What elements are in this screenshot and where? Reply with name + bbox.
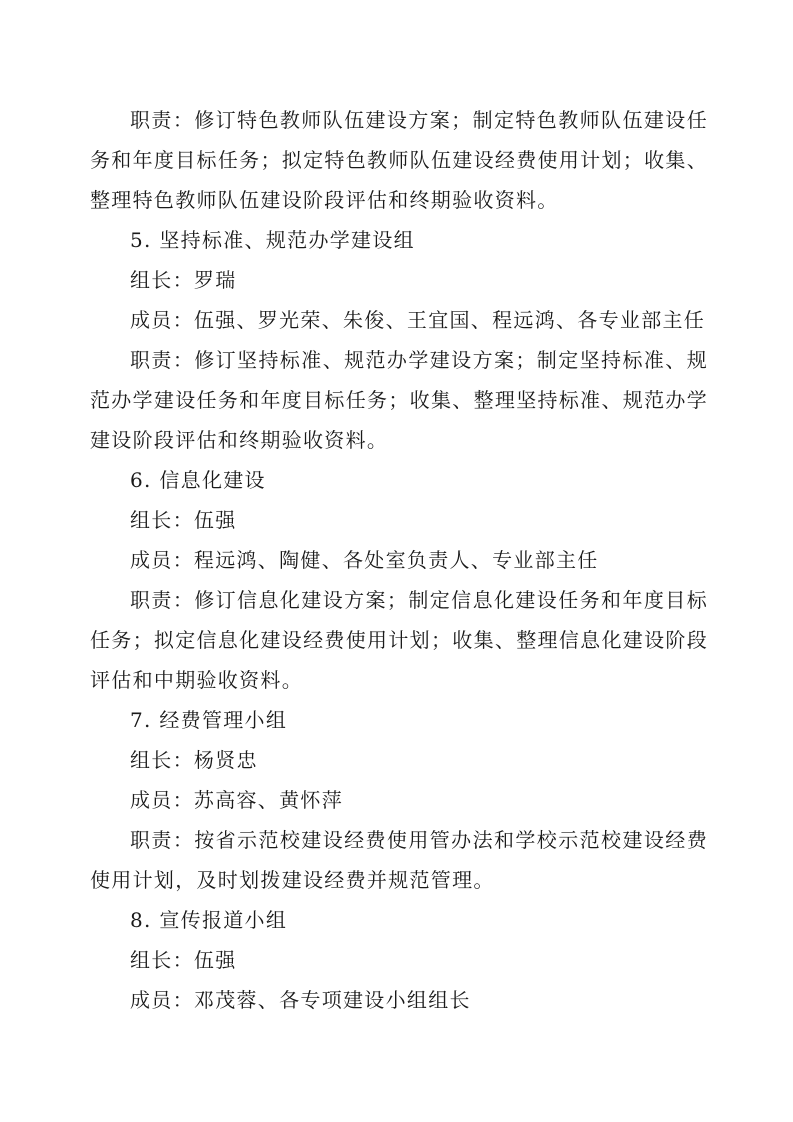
section-7-duty-line-2: 使用计划，及时划拨建设经费并规范管理。: [90, 868, 495, 892]
document-page: [90, 100, 708, 1020]
section-5-heading: 5. 坚持标准、规范办学建设组: [130, 228, 415, 252]
section-7-members: 成员：苏高容、黄怀萍: [130, 788, 343, 812]
section-5-leader: 组长：罗瑞: [130, 268, 237, 292]
section-7-heading: 7. 经费管理小组: [130, 708, 288, 732]
section-6-leader: 组长：伍强: [130, 508, 237, 532]
section-6-heading: 6. 信息化建设: [130, 468, 266, 492]
duty-teacher-team-line-1: 职责：修订特色教师队伍建设方案；制定特色教师队伍建设任: [130, 108, 708, 132]
section-7-leader: 组长：杨贤忠: [130, 748, 258, 772]
duty-teacher-team-line-3: 整理特色教师队伍建设阶段评估和终期验收资料。: [90, 188, 559, 212]
section-5-members: 成员：伍强、罗光荣、朱俊、王宜国、程远鸿、各专业部主任: [130, 308, 706, 332]
section-5-duty-line-1: 职责：修订坚持标准、规范办学建设方案；制定坚持标准、规: [130, 348, 708, 372]
section-5-duty-line-3: 建设阶段评估和终期验收资料。: [90, 428, 389, 452]
section-8-leader: 组长：伍强: [130, 948, 237, 972]
section-8-members: 成员：邓茂蓉、各专项建设小组组长: [130, 988, 471, 1012]
section-6-duty-line-3: 评估和中期验收资料。: [90, 668, 303, 692]
section-6-duty-line-1: 职责：修订信息化建设方案；制定信息化建设任务和年度目标: [130, 588, 708, 612]
duty-teacher-team-line-2: 务和年度目标任务；拟定特色教师队伍建设经费使用计划；收集、: [90, 148, 708, 172]
section-6-members: 成员：程远鸿、陶健、各处室负责人、专业部主任: [130, 548, 599, 572]
section-8-heading: 8. 宣传报道小组: [130, 908, 288, 932]
section-5-duty-line-2: 范办学建设任务和年度目标任务；收集、整理坚持标准、规范办学: [90, 388, 708, 412]
section-7-duty-line-1: 职责：按省示范校建设经费使用管办法和学校示范校建设经费: [130, 828, 708, 852]
section-6-duty-line-2: 任务；拟定信息化建设经费使用计划；收集、整理信息化建设阶段: [90, 628, 708, 652]
